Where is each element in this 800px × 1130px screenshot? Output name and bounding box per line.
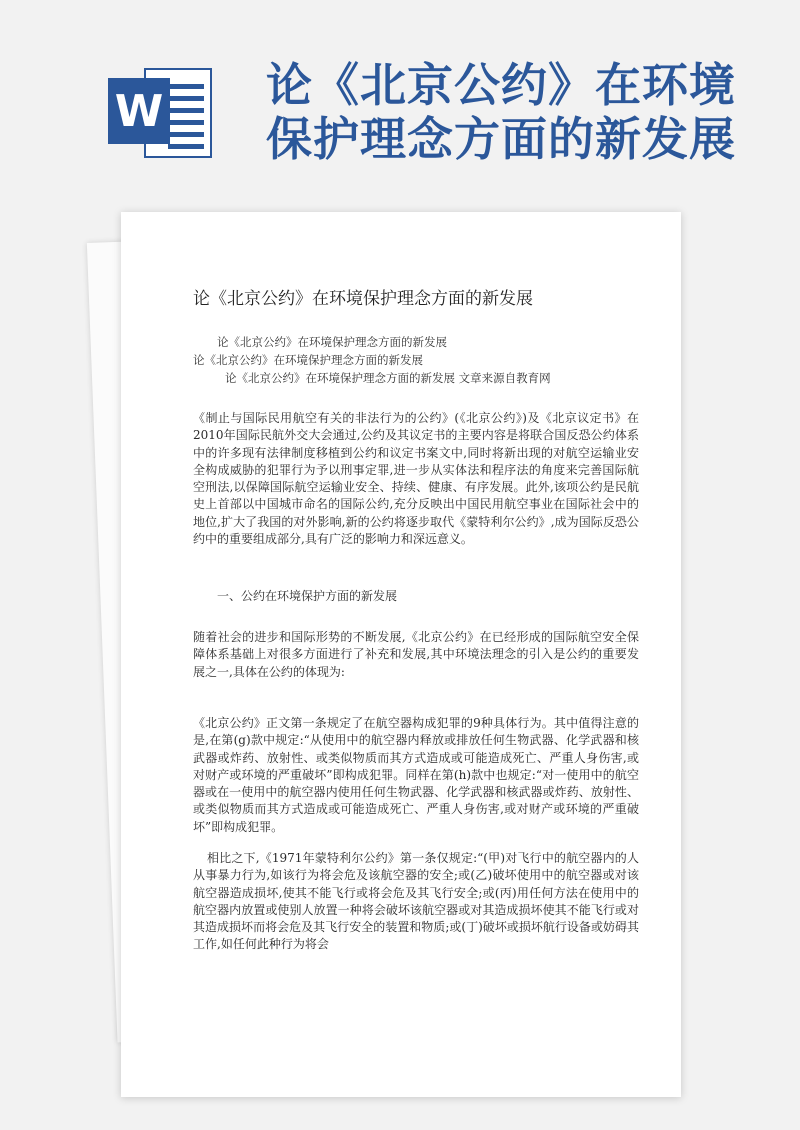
paragraph-development: 随着社会的进步和国际形势的不断发展,《北京公约》在已经形成的国际航空安全保障体系基础上对很多方面进行了补充和发展,其中环境法理念的引入是公约的重要发展之一,具体在公约的体现为: — [193, 630, 639, 679]
document-title: 论《北京公约》在环境保护理念方面的新发展 — [193, 289, 533, 309]
paragraph-comparison: 相比之下,《1971年蒙特利尔公约》第一条仅规定:“(甲)对飞行中的航空器内的人从事暴力行为,如该行为将会危及该航空器的安全;或(乙)破坏使用中的航空器或对该航空器造成损坏,使其不能飞行或将会危及其飞行安全;或(丙)用任何方法在使用中的航空器内放置或使别人放置一种将会破坏该航空器或对其造成损坏使其不能飞行或对其造成损坏而将会危及其飞行安全的装置和物质;或(丁)破坏或损坏航行设备或妨碍其工作,如任何此种行为将会 — [193, 851, 639, 952]
subtitle-line-3: 论《北京公约》在环境保护理念方面的新发展 文章来源自教育网 — [225, 371, 551, 385]
word-doc-icon — [108, 64, 218, 164]
word-letter: W — [108, 78, 170, 144]
subtitle-line-2: 论《北京公约》在环境保护理念方面的新发展 — [193, 353, 423, 367]
banner-title-line-1: 论《北京公约》在环境 — [266, 58, 736, 112]
section-heading: 一、公约在环境保护方面的新发展 — [217, 589, 398, 603]
banner-title — [266, 58, 786, 166]
paragraph-article-one: 《北京公约》正文第一条规定了在航空器构成犯罪的9种具体行为。其中值得注意的是,在第(g)款中规定:“从使用中的航空器内释放或排放任何生物武器、化学武器和核武器或炸药、放射性、或类似物质而其方式造成或可能造成死亡、严重人身伤害,或对财产或环境的严重破坏”即构成犯罪。同样在第(h)款中也规定:“对一使用中的航空器或在一使用中的航空器内使用任何生物武器、化学武器和核武器或炸药、放射性、或类似物质而其方式造成或可能造成死亡、严重人身伤害,或对财产或环境的严重破坏”即构成犯罪。 — [193, 716, 639, 834]
header-banner — [0, 0, 800, 200]
document-page — [121, 212, 681, 1097]
paragraph-intro: 《制止与国际民用航空有关的非法行为的公约》(《北京公约》)及《北京议定书》在2010年国际民航外交大会通过,公约及其议定书的主要内容是将联合国反恐公约体系中的许多现有法律制度移植到公约和议定书案文中,同时将新出现的对航空运输业安全构成威胁的犯罪行为予以刑事定罪,进一步从实体法和程序法的角度来完善国际航空刑法,以保障国际航空运输业安全、持续、健康、有序发展。此外,该项公约是民航史上首部以中国城市命名的国际公约,充分反映出中国民用航空事业在国际社会中的地位,扩大了我国的对外影响,新的公约将逐步取代《蒙特利尔公约》,成为国际反恐公约中的重要组成部分,具有广泛的影响力和深远意义。 — [193, 411, 639, 547]
banner-title-line-2: 保护理念方面的新发展 — [266, 112, 736, 166]
subtitle-line-1: 论《北京公约》在环境保护理念方面的新发展 — [217, 335, 447, 349]
